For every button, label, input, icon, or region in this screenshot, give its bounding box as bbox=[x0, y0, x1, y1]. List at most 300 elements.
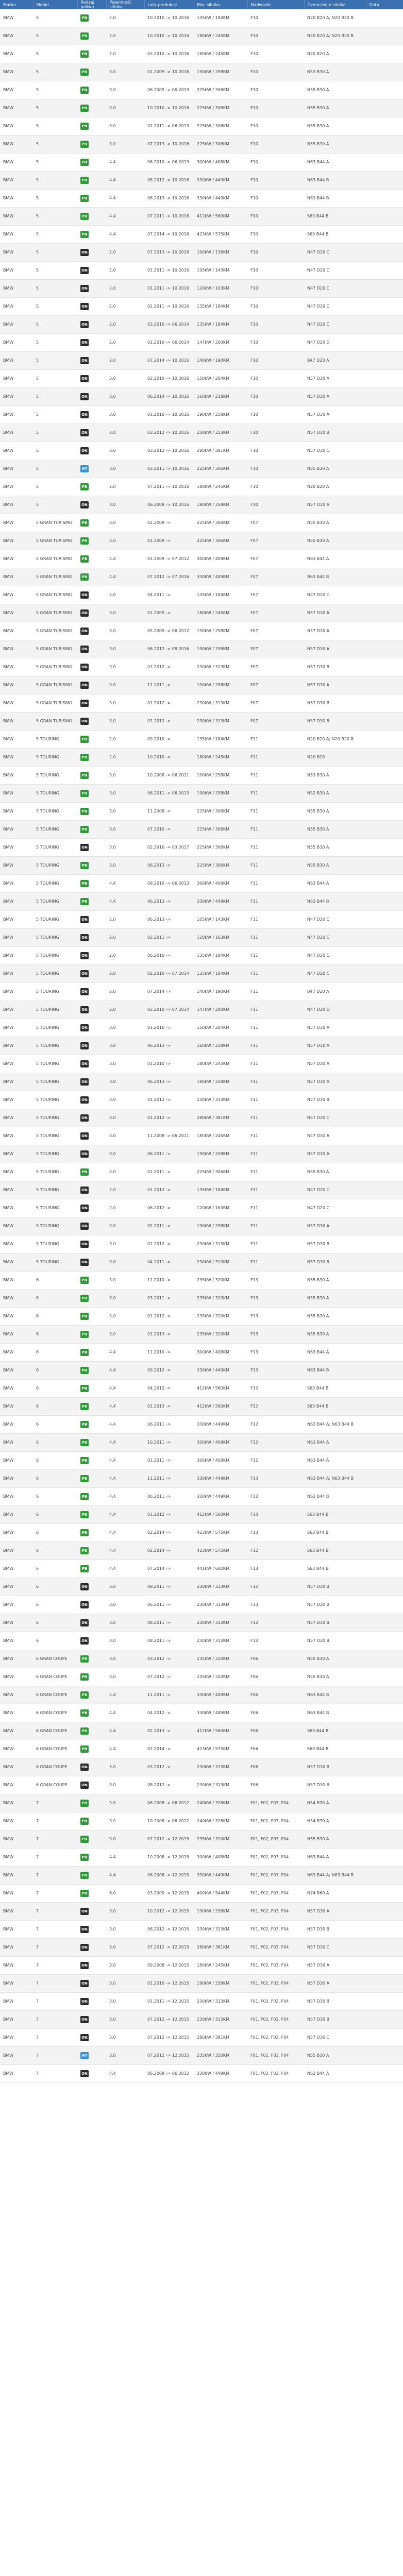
model-cell: 6 bbox=[33, 1326, 77, 1344]
table-row bbox=[0, 857, 403, 875]
date-cell bbox=[366, 190, 403, 208]
fuel-cell bbox=[77, 1560, 106, 1578]
engine-code-cell: N63 B44 A bbox=[304, 1434, 366, 1452]
table-row bbox=[0, 1073, 403, 1091]
brand-cell: BMW bbox=[0, 1452, 33, 1470]
engine-capacity-cell: 2.0 bbox=[106, 1199, 144, 1217]
fuel-cell bbox=[77, 532, 106, 550]
body-code-cell: F13 bbox=[247, 1470, 304, 1488]
production-years-cell: 10.2008 -> 06.2011 bbox=[144, 767, 194, 785]
date-cell bbox=[366, 1776, 403, 1794]
table-row bbox=[0, 1614, 403, 1632]
engine-capacity-cell: 3.0 bbox=[106, 1019, 144, 1037]
body-code-cell: F11 bbox=[247, 857, 304, 875]
body-code-cell: F01, F02, F03, F04 bbox=[247, 2065, 304, 2083]
table-row bbox=[0, 172, 403, 190]
date-cell bbox=[366, 1380, 403, 1398]
engine-code-cell: N47 D20 C bbox=[304, 911, 366, 929]
engine-capacity-cell: 3.0 bbox=[106, 1109, 144, 1127]
production-years-cell: 01.2011 -> 12.2015 bbox=[144, 1993, 194, 2011]
date-cell bbox=[366, 550, 403, 568]
engine-power-cell: 190kW / 258KM bbox=[194, 622, 247, 640]
fuel-type-icon: ON bbox=[80, 664, 89, 671]
model-cell: 5 GRAN TURISMO bbox=[33, 568, 77, 586]
table-row bbox=[0, 785, 403, 803]
table-row bbox=[0, 1668, 403, 1686]
date-cell bbox=[366, 1019, 403, 1037]
table-row bbox=[0, 1831, 403, 1849]
engine-power-cell: 225kW / 306KM bbox=[194, 117, 247, 135]
date-cell bbox=[366, 676, 403, 694]
production-years-cell: 01.2009 -> bbox=[144, 514, 194, 532]
engine-code-cell: N63 B44 A bbox=[304, 1849, 366, 1867]
table-row bbox=[0, 640, 403, 658]
fuel-type-icon: PB bbox=[80, 1547, 89, 1554]
model-cell: 5 bbox=[33, 496, 77, 514]
fuel-cell bbox=[77, 1812, 106, 1831]
column-header: Nadwozie bbox=[247, 0, 304, 9]
production-years-cell: 02.2010 -> 07.2014 bbox=[144, 1001, 194, 1019]
body-code-cell: F12 bbox=[247, 1452, 304, 1470]
engine-power-cell: 330kW / 449KM bbox=[194, 1488, 247, 1506]
date-cell bbox=[366, 496, 403, 514]
fuel-type-icon: ON bbox=[80, 609, 89, 617]
model-cell: 7 bbox=[33, 1921, 77, 1939]
brand-cell: BMW bbox=[0, 857, 33, 875]
brand-cell: BMW bbox=[0, 190, 33, 208]
model-cell: 5 bbox=[33, 262, 77, 280]
fuel-type-icon: ON bbox=[80, 844, 89, 851]
fuel-type-icon: PB bbox=[80, 555, 89, 563]
fuel-cell bbox=[77, 1055, 106, 1073]
brand-cell: BMW bbox=[0, 514, 33, 532]
engine-power-cell: 300kW / 408KM bbox=[194, 1434, 247, 1452]
body-code-cell: F12 bbox=[247, 1578, 304, 1596]
production-years-cell: 11.2010 -> bbox=[144, 1344, 194, 1362]
fuel-cell bbox=[77, 1758, 106, 1776]
model-cell: 5 TOURING bbox=[33, 1253, 77, 1272]
engine-capacity-cell: 3.0 bbox=[106, 442, 144, 460]
date-cell bbox=[366, 640, 403, 658]
date-cell bbox=[366, 352, 403, 370]
production-years-cell: 10.2010 -> 10.2016 bbox=[144, 9, 194, 27]
engine-code-cell: N55 B30 A bbox=[304, 803, 366, 821]
engine-code-cell: B47 D20 A bbox=[304, 352, 366, 370]
fuel-type-icon: PB bbox=[80, 573, 89, 581]
model-cell: 5 bbox=[33, 334, 77, 352]
model-cell: 6 bbox=[33, 1578, 77, 1596]
fuel-type-icon: ON bbox=[80, 267, 89, 274]
fuel-type-icon: PB bbox=[80, 1673, 89, 1681]
table-row bbox=[0, 839, 403, 857]
brand-cell: BMW bbox=[0, 622, 33, 640]
production-years-cell: 06.2013 -> bbox=[144, 1073, 194, 1091]
brand-cell: BMW bbox=[0, 388, 33, 406]
engine-code-cell: N63 B44 A bbox=[304, 1344, 366, 1362]
table-row bbox=[0, 424, 403, 442]
production-years-cell: 11.2008 -> bbox=[144, 803, 194, 821]
model-cell: 5 GRAN TURISMO bbox=[33, 586, 77, 604]
body-code-cell: F10 bbox=[247, 280, 304, 298]
engine-power-cell: 100kW / 136KM bbox=[194, 244, 247, 262]
engine-code-cell: N55 B30 A bbox=[304, 1668, 366, 1686]
date-cell bbox=[366, 1091, 403, 1109]
fuel-cell bbox=[77, 2047, 106, 2065]
brand-cell: BMW bbox=[0, 1885, 33, 1903]
fuel-type-icon: ON bbox=[80, 2016, 89, 2023]
table-row bbox=[0, 1849, 403, 1867]
table-row bbox=[0, 1957, 403, 1975]
fuel-cell bbox=[77, 1308, 106, 1326]
fuel-cell bbox=[77, 1614, 106, 1632]
date-cell bbox=[366, 406, 403, 424]
brand-cell: BMW bbox=[0, 1524, 33, 1542]
body-code-cell: F11 bbox=[247, 929, 304, 947]
fuel-cell bbox=[77, 1380, 106, 1398]
fuel-type-icon: ON bbox=[80, 1601, 89, 1608]
body-code-cell: F10 bbox=[247, 208, 304, 226]
body-code-cell: F10 bbox=[247, 316, 304, 334]
table-row bbox=[0, 767, 403, 785]
engine-power-cell: 330kW / 449KM bbox=[194, 1867, 247, 1885]
brand-cell: BMW bbox=[0, 1758, 33, 1776]
body-code-cell: F11 bbox=[247, 1253, 304, 1272]
engine-power-cell: 240kW / 326KM bbox=[194, 1812, 247, 1831]
date-cell bbox=[366, 803, 403, 821]
engine-capacity-cell: 3.0 bbox=[106, 676, 144, 694]
engine-code-cell: N53 B30 A bbox=[304, 63, 366, 81]
fuel-cell bbox=[77, 496, 106, 514]
engine-code-cell: N47 D20 C bbox=[304, 929, 366, 947]
engine-code-cell: N57 D30 A bbox=[304, 1055, 366, 1073]
brand-cell: BMW bbox=[0, 1290, 33, 1308]
production-years-cell: 10.2010 -> 10.2016 bbox=[144, 27, 194, 45]
body-code-cell: F10 bbox=[247, 298, 304, 316]
fuel-cell bbox=[77, 713, 106, 731]
date-cell bbox=[366, 911, 403, 929]
table-row bbox=[0, 2047, 403, 2065]
engine-capacity-cell: 3.0 bbox=[106, 1217, 144, 1235]
engine-code-cell: N63 B44 A bbox=[304, 154, 366, 172]
production-years-cell: 09.2010 -> 06.2013 bbox=[144, 875, 194, 893]
engine-capacity-cell: 3.0 bbox=[106, 839, 144, 857]
fuel-cell bbox=[77, 63, 106, 81]
model-cell: 5 TOURING bbox=[33, 821, 77, 839]
brand-cell: BMW bbox=[0, 1127, 33, 1145]
brand-cell: BMW bbox=[0, 749, 33, 767]
fuel-cell bbox=[77, 1181, 106, 1199]
brand-cell: BMW bbox=[0, 1326, 33, 1344]
engine-code-cell: N55 B30 A bbox=[304, 1326, 366, 1344]
brand-cell: BMW bbox=[0, 694, 33, 713]
model-cell: 6 bbox=[33, 1596, 77, 1614]
engine-capacity-cell: 2.0 bbox=[106, 45, 144, 63]
engine-capacity-cell: 2.0 bbox=[106, 27, 144, 45]
engine-capacity-cell: 2.0 bbox=[106, 586, 144, 604]
body-code-cell: F07 bbox=[247, 604, 304, 622]
engine-code-cell: S63 B44 B bbox=[304, 1380, 366, 1398]
engine-power-cell: 300kW / 408KM bbox=[194, 1452, 247, 1470]
engine-power-cell: 120kW / 163KM bbox=[194, 280, 247, 298]
fuel-type-icon: PB bbox=[80, 141, 89, 148]
engine-capacity-cell: 3.0 bbox=[106, 1127, 144, 1145]
engine-code-cell: N57 D30 A bbox=[304, 1903, 366, 1921]
engine-power-cell: 225kW / 306KM bbox=[194, 532, 247, 550]
model-cell: 5 TOURING bbox=[33, 1073, 77, 1091]
fuel-type-icon: ON bbox=[80, 1060, 89, 1067]
engine-power-cell: 190kW / 258KM bbox=[194, 640, 247, 658]
engine-code-cell: N55 B30 A bbox=[304, 2047, 366, 2065]
table-row bbox=[0, 460, 403, 478]
brand-cell: BMW bbox=[0, 1578, 33, 1596]
fuel-type-icon: PB bbox=[80, 69, 89, 76]
engine-power-cell: 135kW / 184KM bbox=[194, 298, 247, 316]
table-row bbox=[0, 63, 403, 81]
date-cell bbox=[366, 298, 403, 316]
model-cell: 5 bbox=[33, 244, 77, 262]
fuel-cell bbox=[77, 893, 106, 911]
brand-cell: BMW bbox=[0, 478, 33, 496]
fuel-type-icon: ON bbox=[80, 393, 89, 400]
production-years-cell: 04.2011 -> bbox=[144, 1253, 194, 1272]
date-cell bbox=[366, 2047, 403, 2065]
table-row bbox=[0, 658, 403, 676]
table-header bbox=[0, 0, 403, 9]
model-cell: 6 GRAN COUPE bbox=[33, 1704, 77, 1722]
engine-code-cell: N57 D30 A bbox=[304, 1073, 366, 1091]
fuel-type-icon: ON bbox=[80, 1241, 89, 1248]
production-years-cell: 07.2014 -> bbox=[144, 983, 194, 1001]
model-cell: 7 bbox=[33, 1867, 77, 1885]
model-cell: 6 bbox=[33, 1272, 77, 1290]
production-years-cell: 06.2013 -> bbox=[144, 1037, 194, 1055]
engine-capacity-cell: 2.0 bbox=[106, 352, 144, 370]
engine-capacity-cell: 2.0 bbox=[106, 983, 144, 1001]
engine-power-cell: 300kW / 408KM bbox=[194, 1849, 247, 1867]
engine-power-cell: 280kW / 381KM bbox=[194, 1109, 247, 1127]
date-cell bbox=[366, 1398, 403, 1416]
fuel-cell bbox=[77, 767, 106, 785]
date-cell bbox=[366, 1308, 403, 1326]
body-code-cell: F10 bbox=[247, 442, 304, 460]
engine-capacity-cell: 3.0 bbox=[106, 1650, 144, 1668]
date-cell bbox=[366, 1831, 403, 1849]
engine-power-cell: 423kW / 575KM bbox=[194, 1740, 247, 1758]
engine-capacity-cell: 3.0 bbox=[106, 2047, 144, 2065]
brand-cell: BMW bbox=[0, 1686, 33, 1704]
engine-code-cell: N57 D30 A bbox=[304, 1037, 366, 1055]
fuel-type-icon: ON bbox=[80, 411, 89, 418]
engine-power-cell: 230kW / 313KM bbox=[194, 1758, 247, 1776]
production-years-cell: 01.2012 -> bbox=[144, 694, 194, 713]
model-cell: 5 GRAN TURISMO bbox=[33, 713, 77, 731]
body-code-cell: F13 bbox=[247, 1326, 304, 1344]
fuel-cell bbox=[77, 1668, 106, 1686]
production-years-cell: 09.2012 -> bbox=[144, 1362, 194, 1380]
body-code-cell: F01, F02, F03, F04 bbox=[247, 1867, 304, 1885]
fuel-type-icon: PB bbox=[80, 1529, 89, 1536]
engine-capacity-cell: 3.0 bbox=[106, 1055, 144, 1073]
model-cell: 5 bbox=[33, 478, 77, 496]
engine-capacity-cell: 2.0 bbox=[106, 334, 144, 352]
date-cell bbox=[366, 370, 403, 388]
table-row bbox=[0, 1326, 403, 1344]
brand-cell: BMW bbox=[0, 262, 33, 280]
engine-power-cell: 190kW / 258KM bbox=[194, 1903, 247, 1921]
body-code-cell: F12 bbox=[247, 1416, 304, 1434]
body-code-cell: F10 bbox=[247, 460, 304, 478]
column-header: Pojemność silnika bbox=[106, 0, 144, 9]
production-years-cell: 06.2011 -> 06.2013 bbox=[144, 785, 194, 803]
production-years-cell: 07.2014 -> bbox=[144, 1560, 194, 1578]
engine-code-cell: N55 B30 A bbox=[304, 99, 366, 117]
date-cell bbox=[366, 1596, 403, 1614]
fuel-type-icon: ON bbox=[80, 1980, 89, 1987]
fuel-type-icon: ON bbox=[80, 1637, 89, 1645]
body-code-cell: F01, F02, F03, F04 bbox=[247, 1849, 304, 1867]
table-row bbox=[0, 514, 403, 532]
table-row bbox=[0, 1560, 403, 1578]
engine-power-cell: 300kW / 408KM bbox=[194, 1344, 247, 1362]
table-row bbox=[0, 622, 403, 640]
production-years-cell: 01.2012 -> bbox=[144, 1181, 194, 1199]
body-code-cell: F07 bbox=[247, 568, 304, 586]
engine-capacity-cell: 2.0 bbox=[106, 929, 144, 947]
body-code-cell: F11 bbox=[247, 947, 304, 965]
engine-capacity-cell: 4.4 bbox=[106, 1704, 144, 1722]
model-cell: 5 bbox=[33, 442, 77, 460]
table-row bbox=[0, 821, 403, 839]
engine-code-cell: N47 D20 C bbox=[304, 1199, 366, 1217]
engine-power-cell: 235kW / 320KM bbox=[194, 1650, 247, 1668]
fuel-cell bbox=[77, 1344, 106, 1362]
engine-capacity-cell: 3.0 bbox=[106, 1957, 144, 1975]
fuel-cell bbox=[77, 857, 106, 875]
production-years-cell: 03.2011 -> bbox=[144, 1290, 194, 1308]
engine-code-cell: N47 D20 C bbox=[304, 947, 366, 965]
engine-code-cell: N63 B44 A bbox=[304, 875, 366, 893]
fuel-type-icon: ON bbox=[80, 1583, 89, 1590]
fuel-type-icon: PB bbox=[80, 1349, 89, 1356]
table-row bbox=[0, 1362, 403, 1380]
engine-power-cell: 147kW / 200KM bbox=[194, 334, 247, 352]
engine-code-cell: N57 D30 C bbox=[304, 1939, 366, 1957]
production-years-cell: 01.2010 -> 12.2015 bbox=[144, 1975, 194, 1993]
table-row bbox=[0, 749, 403, 767]
table-row bbox=[0, 27, 403, 45]
brand-cell: BMW bbox=[0, 2065, 33, 2083]
fuel-cell bbox=[77, 1975, 106, 1993]
date-cell bbox=[366, 929, 403, 947]
model-cell: 5 bbox=[33, 190, 77, 208]
brand-cell: BMW bbox=[0, 893, 33, 911]
table-row bbox=[0, 965, 403, 983]
date-cell bbox=[366, 1704, 403, 1722]
fuel-type-icon: PB bbox=[80, 32, 89, 40]
date-cell bbox=[366, 1975, 403, 1993]
engine-capacity-cell: 4.4 bbox=[106, 1867, 144, 1885]
brand-cell: BMW bbox=[0, 875, 33, 893]
engine-code-cell: N55 B30 A bbox=[304, 135, 366, 154]
fuel-cell bbox=[77, 9, 106, 27]
table-row bbox=[0, 1975, 403, 1993]
model-cell: 5 GRAN TURISMO bbox=[33, 622, 77, 640]
fuel-type-icon: ON bbox=[80, 1114, 89, 1122]
production-years-cell: 01.2009 -> 07.2012 bbox=[144, 550, 194, 568]
production-years-cell: 02.2013 -> bbox=[144, 1722, 194, 1740]
fuel-type-icon: PB bbox=[80, 754, 89, 761]
engine-capacity-cell: 2.0 bbox=[106, 911, 144, 929]
model-cell: 5 GRAN TURISMO bbox=[33, 532, 77, 550]
table-row bbox=[0, 1704, 403, 1722]
fuel-cell bbox=[77, 1109, 106, 1127]
brand-cell: BMW bbox=[0, 1722, 33, 1740]
table-row bbox=[0, 81, 403, 99]
fuel-cell bbox=[77, 1272, 106, 1290]
fuel-cell bbox=[77, 911, 106, 929]
brand-cell: BMW bbox=[0, 496, 33, 514]
fuel-cell bbox=[77, 117, 106, 135]
production-years-cell: 01.2012 -> bbox=[144, 1308, 194, 1326]
model-cell: 5 TOURING bbox=[33, 1001, 77, 1019]
production-years-cell: 06.2008 -> 12.2015 bbox=[144, 1867, 194, 1885]
engine-code-cell: N57 D30 C bbox=[304, 2029, 366, 2047]
fuel-type-icon: ON bbox=[80, 1132, 89, 1140]
production-years-cell: 06.2011 -> bbox=[144, 1596, 194, 1614]
table-row bbox=[0, 1686, 403, 1704]
body-code-cell: F01, F02, F03, F04 bbox=[247, 2047, 304, 2065]
fuel-cell bbox=[77, 1398, 106, 1416]
date-cell bbox=[366, 1650, 403, 1668]
production-years-cell: 06.2011 -> bbox=[144, 1416, 194, 1434]
fuel-type-icon: ON bbox=[80, 357, 89, 364]
engine-code-cell: N57 D30 B bbox=[304, 1632, 366, 1650]
model-cell: 6 bbox=[33, 1380, 77, 1398]
brand-cell: BMW bbox=[0, 604, 33, 622]
fuel-cell bbox=[77, 1217, 106, 1235]
table-row bbox=[0, 1416, 403, 1434]
model-cell: 7 bbox=[33, 1975, 77, 1993]
table-row bbox=[0, 208, 403, 226]
body-code-cell: F07 bbox=[247, 586, 304, 604]
engine-capacity-cell: 4.4 bbox=[106, 1740, 144, 1758]
table-row bbox=[0, 244, 403, 262]
date-cell bbox=[366, 478, 403, 496]
brand-cell: BMW bbox=[0, 27, 33, 45]
engine-power-cell: 330kW / 449KM bbox=[194, 1686, 247, 1704]
model-cell: 5 GRAN TURISMO bbox=[33, 604, 77, 622]
engine-power-cell: 190kW / 258KM bbox=[194, 406, 247, 424]
engine-code-cell: N57 D30 B bbox=[304, 1596, 366, 1614]
date-cell bbox=[366, 1109, 403, 1127]
model-cell: 5 TOURING bbox=[33, 1181, 77, 1199]
engine-capacity-cell: 3.0 bbox=[106, 857, 144, 875]
table-row bbox=[0, 117, 403, 135]
engine-code-cell: N47 D20 C bbox=[304, 244, 366, 262]
table-row bbox=[0, 1145, 403, 1163]
model-cell: 6 GRAN COUPE bbox=[33, 1668, 77, 1686]
fuel-cell bbox=[77, 785, 106, 803]
model-cell: 5 GRAN TURISMO bbox=[33, 514, 77, 532]
engine-code-cell: N63 B44 A bbox=[304, 2065, 366, 2083]
fuel-cell bbox=[77, 731, 106, 749]
model-cell: 5 GRAN TURISMO bbox=[33, 550, 77, 568]
engine-capacity-cell: 4.4 bbox=[106, 2065, 144, 2083]
date-cell bbox=[366, 244, 403, 262]
table-row bbox=[0, 1903, 403, 1921]
table-row bbox=[0, 1812, 403, 1831]
table-row bbox=[0, 352, 403, 370]
